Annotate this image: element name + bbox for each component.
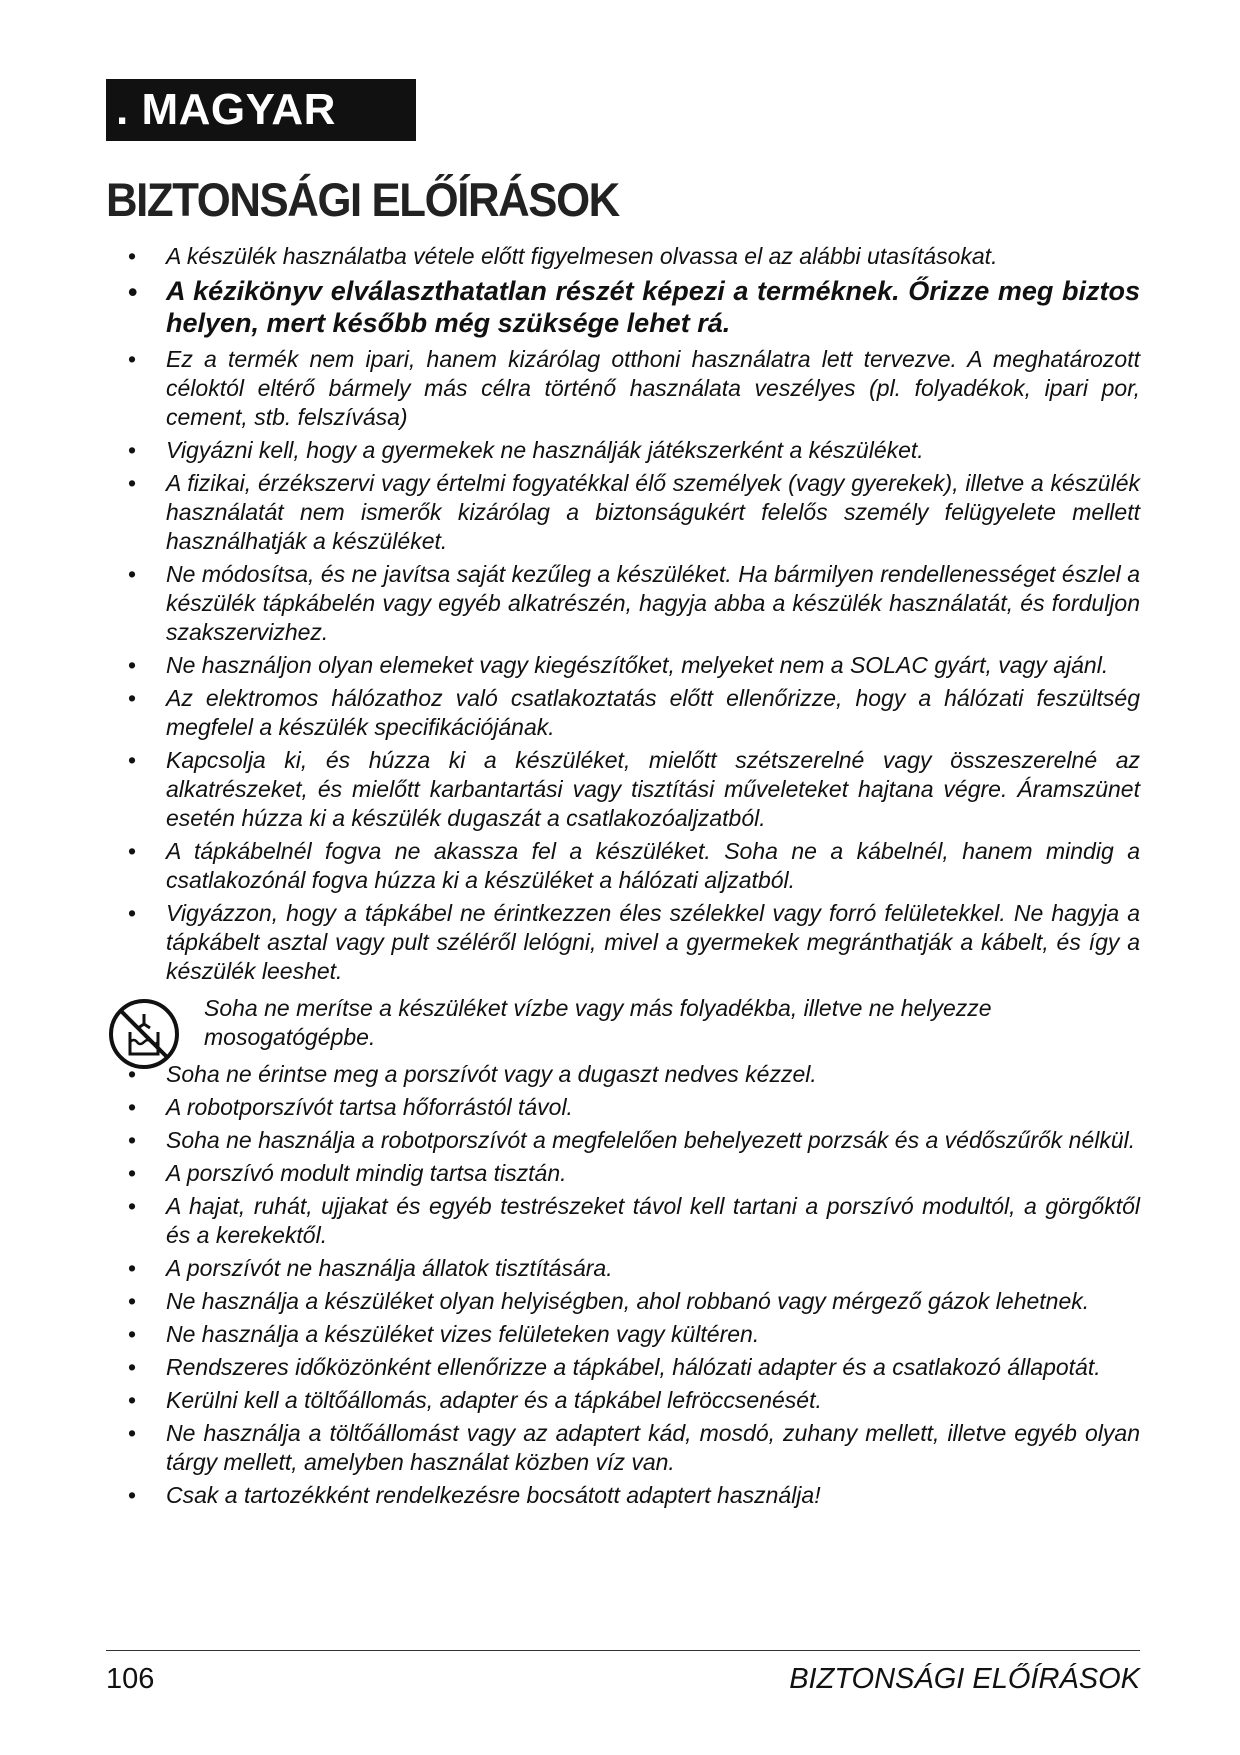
- bullet: •: [128, 1288, 137, 1314]
- list-item: • A porszívót ne használja állatok tisztítására.: [128, 1255, 613, 1281]
- footer-divider: [106, 1650, 1140, 1651]
- list-item: • Ne használja a készüléket olyan helyiségben, ahol robbanó vagy mérgező gázok lehetnek.: [128, 1288, 1090, 1314]
- bullet: •: [128, 1193, 137, 1219]
- list-item: • Ne használja a töltőállomást vagy az adaptert kád, mosdó, zuhany mellett, illetve egyéb olyan tárgy mellett, amelyben használat közben víz van.: [128, 1420, 1140, 1475]
- bullet: •: [128, 1061, 137, 1087]
- language-banner: . MAGYAR: [106, 79, 416, 141]
- bullet: •: [128, 747, 137, 773]
- list-item: • Vigyázni kell, hogy a gyermekek ne használják játékszerként a készüléket.: [128, 437, 924, 463]
- bullet: •: [128, 1387, 137, 1413]
- list-item: • Vigyázzon, hogy a tápkábel ne érintkezzen éles szélekkel vagy forró felületekkel. Ne hagyja a tápkábelt asztal vagy pult széléről lelógni, mivel a gyermekek megránthatják a kábelt, és így a készülék leeshet.: [128, 900, 1140, 984]
- bullet: •: [128, 277, 138, 307]
- list-item: • A fizikai, érzékszervi vagy értelmi fogyatékkal élő személyek (vagy gyerekek), illetve a készülék használatát nem ismerők kizárólag a biztonságukért felelős személy felügyelete mellett használhatják a készüléket.: [128, 470, 1140, 554]
- safety-warnings-list: [106, 242, 1140, 1514]
- bullet: •: [128, 1094, 137, 1120]
- list-item: • Soha ne használja a robotporszívót a megfelelően behelyezett porzsák és a védőszűrők nélkül.: [128, 1127, 1136, 1153]
- list-item: • A robotporszívót tartsa hőforrástól távol.: [128, 1094, 573, 1120]
- bullet: •: [128, 346, 137, 372]
- list-item: • Kerülni kell a töltőállomás, adapter és a tápkábel lefröccsenését.: [128, 1387, 822, 1413]
- list-item: • Ne használja a készüléket vizes felületeken vagy kültéren.: [128, 1321, 760, 1347]
- footer-section-title: BIZTONSÁGI ELŐÍRÁSOK: [789, 1663, 1140, 1695]
- bullet: •: [128, 243, 137, 269]
- bullet: •: [128, 838, 137, 864]
- list-item: • A hajat, ruhát, ujjakat és egyéb testrészeket távol kell tartani a porszívó modultól, a görgőktől és a kerekektől.: [128, 1193, 1140, 1248]
- list-item: • Ne használjon olyan elemeket vagy kiegészítőket, melyeket nem a SOLAC gyárt, vagy ajánl.: [128, 652, 1109, 678]
- immersion-warning-text: Soha ne merítse a készüléket vízbe vagy más folyadékba, illetve ne helyezze mosogatógépbe.: [204, 995, 992, 1050]
- list-item: • Soha ne érintse meg a porszívót vagy a dugaszt nedves kézzel.: [128, 1061, 817, 1087]
- page-number: 106: [106, 1663, 155, 1695]
- list-item: • A készülék használatba vétele előtt figyelmesen olvassa el az alábbi utasításokat.: [128, 243, 998, 269]
- bullet: •: [128, 561, 137, 587]
- bullet: •: [128, 900, 137, 926]
- page-title: BIZTONSÁGI ELŐÍRÁSOK: [106, 173, 619, 226]
- list-item: • Ne módosítsa, és ne javítsa saját kezűleg a készüléket. Ha bármilyen rendellenességet észlel a készülék tápkábelén vagy egyéb alkatrészén, hagyja abba a készülék használatát, és forduljon szakszervizhez.: [128, 561, 1140, 645]
- bullet: •: [128, 685, 137, 711]
- bullet: •: [128, 1127, 137, 1153]
- bullet: •: [128, 1321, 137, 1347]
- list-item: • Rendszeres időközönként ellenőrizze a tápkábel, hálózati adapter és a csatlakozó állapotát.: [128, 1354, 1101, 1380]
- bullet: •: [128, 1255, 137, 1281]
- bullet: •: [128, 1420, 137, 1446]
- list-item: • A porszívó modult mindig tartsa tisztán.: [128, 1160, 567, 1186]
- list-item-important: • A kézikönyv elválaszthatatlan részét képezi a terméknek. Őrizze meg biztos helyen, mert később még szüksége lehet rá.: [128, 276, 1140, 338]
- bullet: •: [128, 652, 137, 678]
- bullet: •: [128, 1160, 137, 1186]
- list-item: • Kapcsolja ki, és húzza ki a készüléket, mielőtt szétszerelné vagy összeszerelné az alkatrészeket, és mielőtt karbantartási vagy tisztítási műveleteket hajtana végre. Áramszünet esetén húzza ki a készülék dugaszát a csatlakozóaljzatból.: [128, 747, 1140, 831]
- list-item: • Az elektromos hálózathoz való csatlakoztatás előtt ellenőrizze, hogy a hálózati feszültség megfelel a készülék specifikációjának.: [128, 685, 1140, 740]
- immersion-warning: [106, 994, 1140, 1060]
- bullet: •: [128, 1482, 137, 1508]
- bullet: •: [128, 1354, 137, 1380]
- bullet: •: [128, 437, 137, 463]
- list-item: • Ez a termék nem ipari, hanem kizárólag otthoni használatra lett tervezve. A meghatározott céloktól eltérő bármely más célra történő használata veszélyes (pl. folyadékok, ipari por, cement, stb. felszívása): [128, 346, 1140, 430]
- bullet: •: [128, 470, 137, 496]
- list-item: • A tápkábelnél fogva ne akassza fel a készüléket. Soha ne a kábelnél, hanem mindig a csatlakozónál fogva húzza ki a készüléket a hálózati aljzatból.: [128, 838, 1140, 893]
- list-item: • Csak a tartozékként rendelkezésre bocsátott adaptert használja!: [128, 1482, 821, 1508]
